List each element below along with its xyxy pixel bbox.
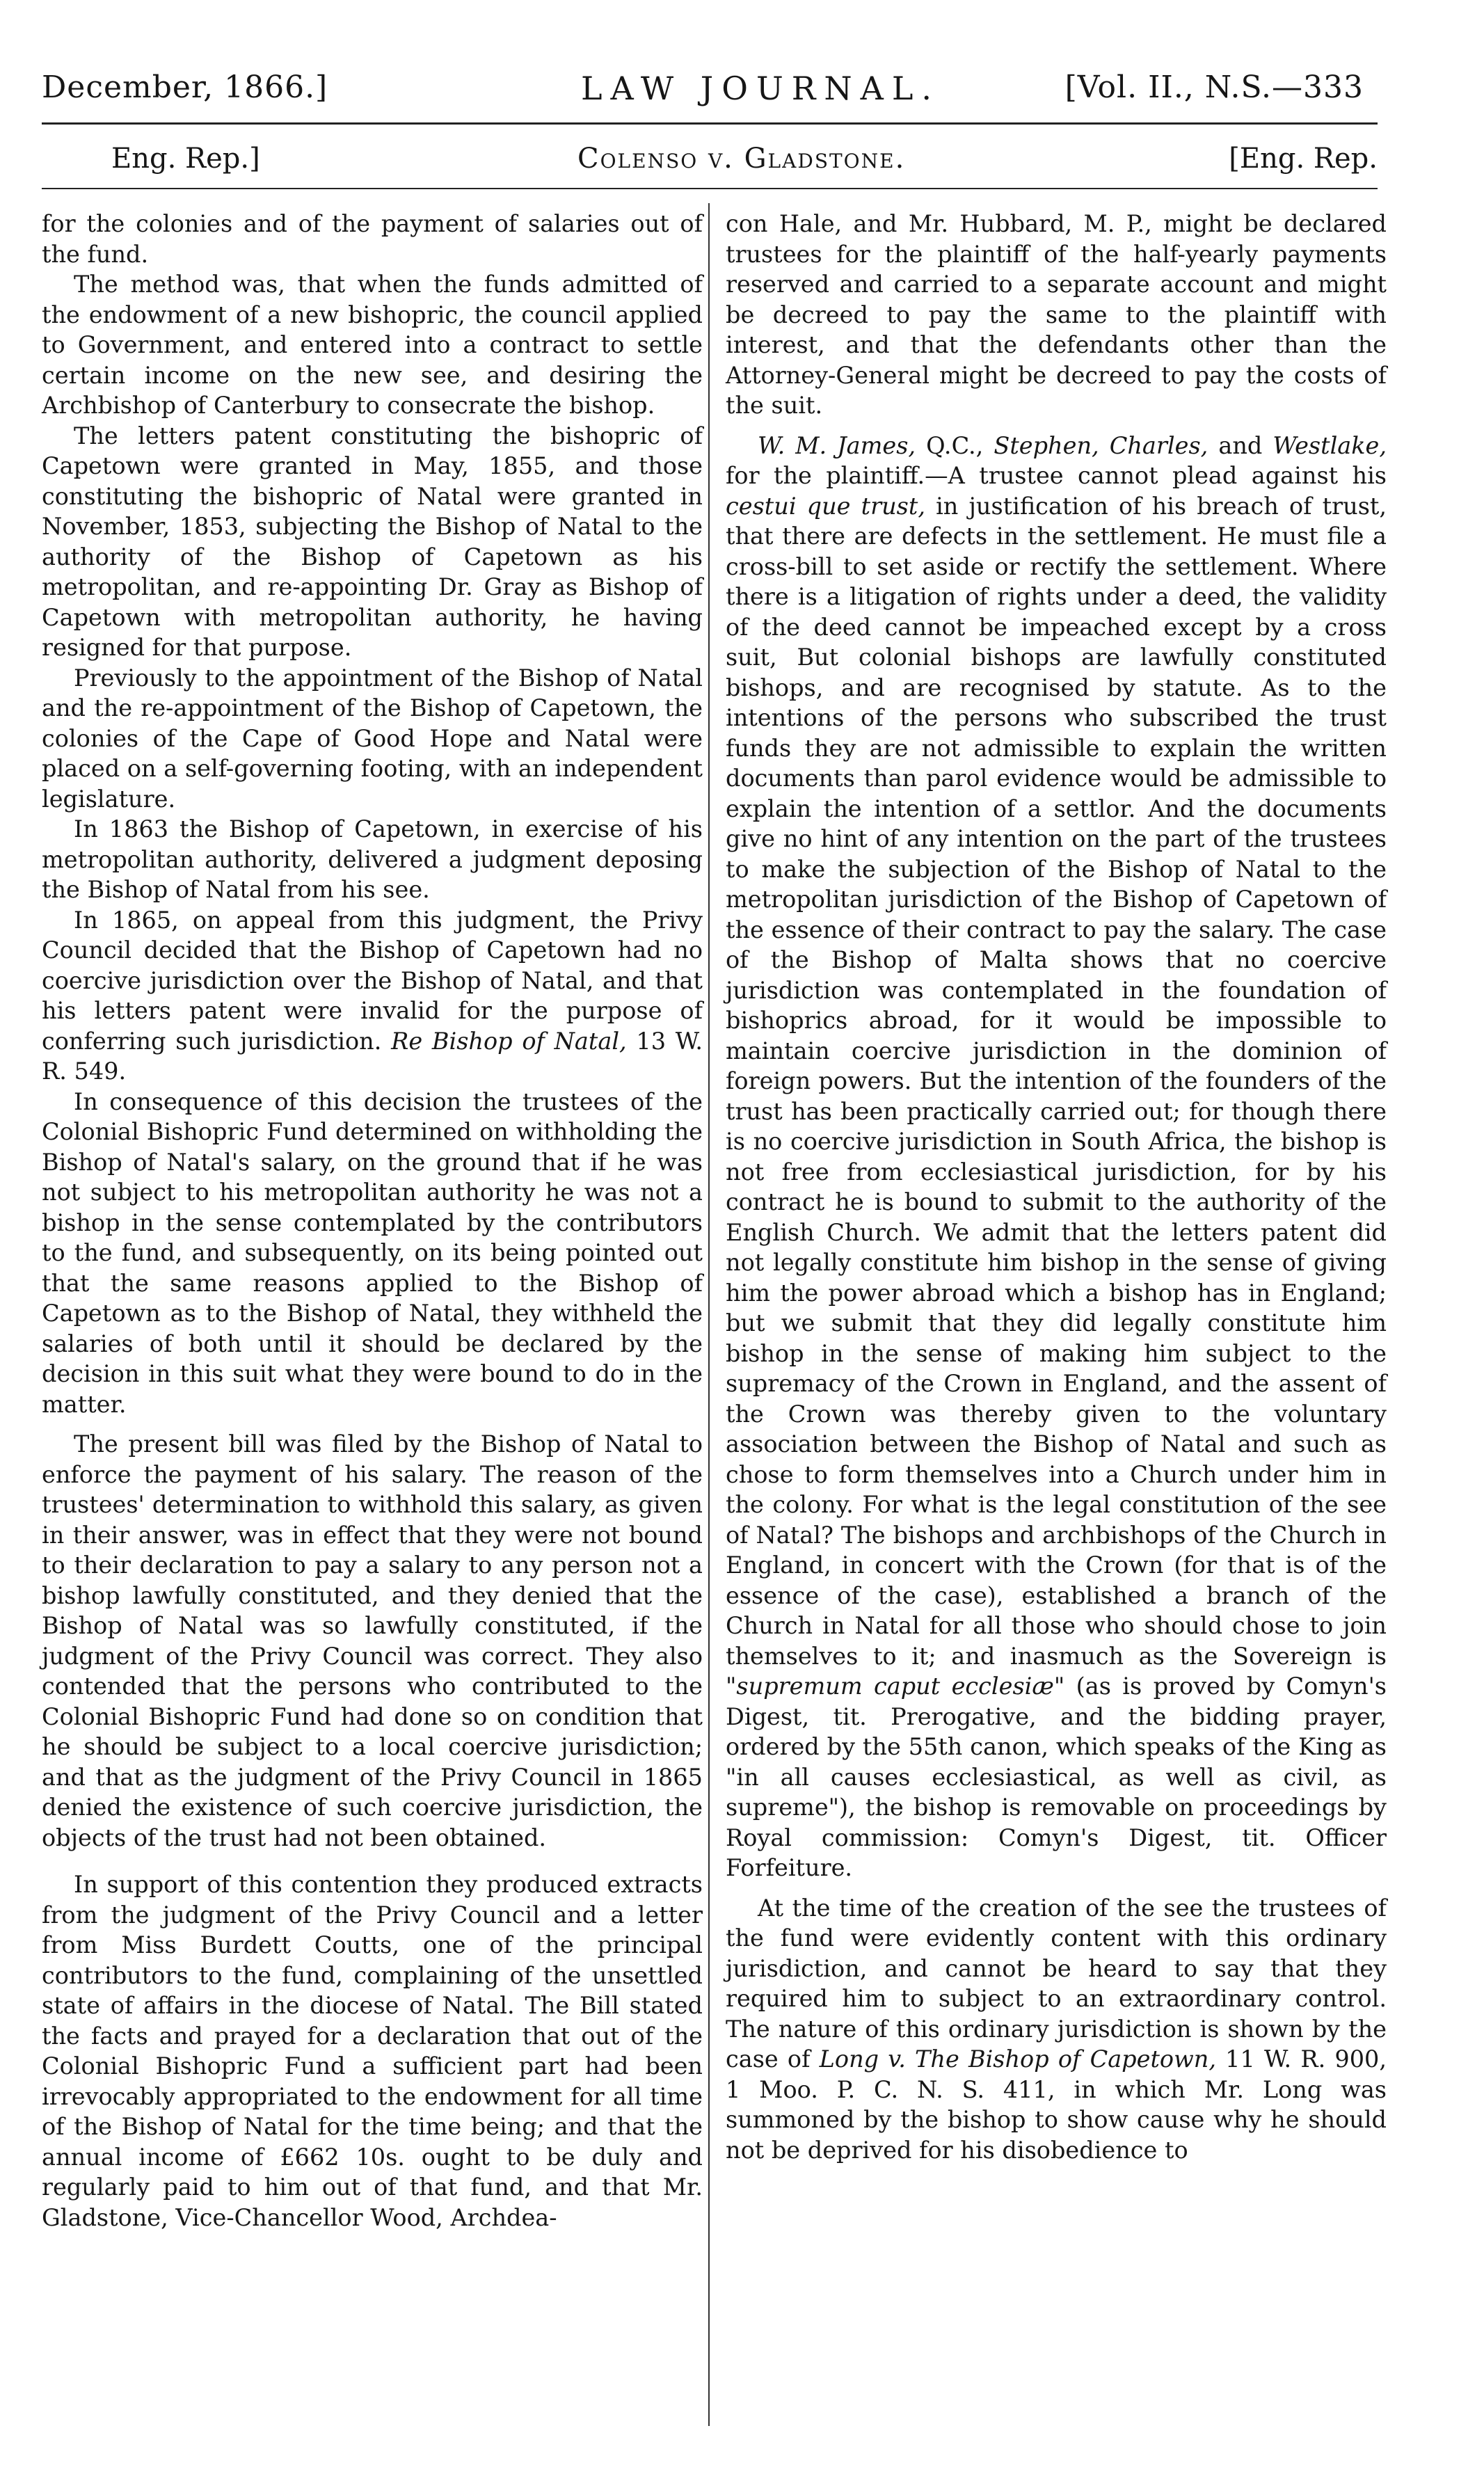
latin-phrase: supremum caput ecclesiæ [736,1673,1054,1700]
paragraph: In consequence of this decision the trustees of the Colonial Bishopric Fund determined on withholding the Bishop of Natal's salary, on the ground that if he was not subject to his metropolitan authority he was not a bishop in the sense contemplated by the contributors to the fund, and subsequently, on its being pointed out that the same reasons applied to the Bishop of Capetown as to the Bishop of Natal, they withheld the salaries of both until it should be declared by the decision in this suit what they were bound to do in the matter. [42,1087,703,1418]
volume-page: [Vol. II., N.S.—333 [1064,70,1364,105]
paragraph: The letters patent constituting the bishopric of Capetown were granted in May, 1855, and those constituting the bishopric of Natal were granted in November, 1853, subjecting the Bishop of Natal to the authority of the Bishop of Capetown as his metropolitan, and re-appointing Dr. Gray as Bishop of Capetown with metropolitan authority, he having resigned for that purpose. [42,422,703,661]
latin-phrase: cestui que trust, [726,492,925,520]
case-citation: Re Bishop of Natal, [391,1027,627,1055]
paragraph: W. M. James, Q.C., Stephen, Charles, and Westlake, for the plaintiff.—A trustee cannot plead against his cestui que trust, in justification of his breach of trust, that there are defects in the settlement. He must file a cross-bill to set aside or rectify the settlement. Where there is a litigation of rights under a deed, the validity of the deed cannot be impeached except by a cross suit, But colonial bishops are lawfully constituted bishops, and are recognised by statute. As to the intentions of the persons who subscribed the trust funds they are not admissible to explain the written documents than parol evidence would be admissible to explain the intention of a settlor. And the documents give no hint of any intention on the part of the trustees to make the subjection of the Bishop of Natal to the metropolitan jurisdiction of the Bishop of Capetown of the essence of their contract to pay the salary. The case of the Bishop of Malta shows that no coercive jurisdiction was contemplated in the foundation of bishoprics abroad, for it would be impossible to maintain coercive jurisdiction in the dominion of foreign powers. But the intention of the founders of the trust has been practically carried out; for though there is no coercive jurisdiction in South Africa, the bishop is not free from ecclesiastical jurisdiction, for by his contract he is bound to submit to the authority of the English Church. We admit that the letters patent did not legally constitute him bishop in the sense of giving him the power abroad which a bishop has in England; but we submit that they did legally constitute him bishop in the sense of making him subject to the supremacy of the Crown in England, and the assent of the Crown was thereby given to the voluntary association between the Bishop of Natal and such as chose to form themselves into a Church under him in the colony. For what is the legal constitution of the see of Natal? The bishops and archbishops of the Church in England, in concert with the Crown (for that is of the essence of the case), established a branch of the Church in Natal for all those who should chose to join themselves to it; and inasmuch as the Sovereign is "supremum caput ecclesiæ" (as is proved by Comyn's Digest, tit. Prerogative, and the bidding prayer, ordered by the 55th canon, which speaks of the King as "in all causes ecclesiastical, as well as civil, as supreme"), the bishop is removable on proceedings by Royal commission: Comyn's Digest, tit. Officer Forfeiture. [726,431,1387,1881]
paragraph: At the time of the creation of the see the trustees of the fund were evidently content with this ordinary jurisdiction, and cannot be heard to say that they required him to subject to an extraordinary control. The nature of this ordinary jurisdiction is shown by the case of Long v. The Bishop of Capetown, 11 W. R. 900, 1 Moo. P. C. N. S. 411, in which Mr. Long was summoned by the bishop to show cause why he should not be deprived for his disobedience to [726,1894,1387,2164]
paragraph: The method was, that when the funds admitted of the endowment of a new bishopric, the council applied to Government, and entered into a contract to settle certain income on the new see, and desiring the Archbishop of Canterbury to consecrate the bishop. [42,271,703,419]
right-column [726,209,1387,2165]
running-head-right: [Eng. Rep. [1229,143,1378,175]
case-citation: Long v. The Bishop of Capetown, [819,2045,1216,2073]
paragraph: The present bill was filed by the Bishop of Natal to enforce the payment of his salary. The reason of the trustees' determination to withhold this salary, as given in their answer, was in effect that they were not bound to their declaration to pay a salary to any person not a bishop lawfully constituted, and they denied that the Bishop of Natal was so lawfully constituted, if the judgment of the Privy Council was correct. They also contended that the persons who contributed to the Colonial Bishopric Fund had done so on condition that he should be subject to a local coercive jurisdiction; and that as the judgment of the Privy Council in 1865 denied the existence of such coercive jurisdiction, the objects of the trust had not been obtained. [42,1430,703,1851]
running-head-left: Eng. Rep.] [111,143,260,175]
counsel-name: Stephen, Charles, [994,431,1208,459]
counsel-name: Westlake, [1272,431,1387,459]
paragraph: for the colonies and of the payment of salaries out of the fund. [42,210,703,268]
header-rule [42,122,1378,125]
column-divider [708,203,710,2426]
page-header [42,70,1364,111]
paragraph: In support of this contention they produced extracts from the judgment of the Privy Council and a letter from Miss Burdett Coutts, one of the principal contributors to the fund, complaining of the unsettled state of affairs in the diocese of Natal. The Bill stated the facts and prayed for a declaration that out of the Colonial Bishopric Fund a sufficient part had been irrevocably appropriated to the endowment for all time of the Bishop of Natal for the time being; and that the annual income of £662 10s. ought to be duly and regularly paid to him out of that fund, and that Mr. Gladstone, Vice-Chancellor Wood, Archdea- [42,1871,703,2231]
paragraph [42,905,703,1087]
paragraph: con Hale, and Mr. Hubbard, M. P., might be declared trustees for the plaintiff of the half-yearly payments reserved and carried to a separate account and might be decreed to pay the same to the plaintiff with interest, and that the defendants other than the Attorney-General might be decreed to pay the costs of the suit. [726,210,1387,419]
report-reference: 13 W. R. 549. [42,1027,703,1085]
paragraph-text: In 1865, on appeal from this judgment, the Privy Council decided that the Bishop of Capetown had no coercive jurisdiction over the Bishop of Natal, and that his letters patent were invalid for the purpose of conferring such jurisdiction. [42,906,703,1055]
case-title: Colenso v. Gladstone. [577,143,906,175]
paragraph: In 1863 the Bishop of Capetown, in exercise of his metropolitan authority, delivered a judgment deposing the Bishop of Natal from his see. [42,815,703,903]
running-head-rule [42,188,1378,189]
paragraph: Previously to the appointment of the Bishop of Natal and the re-appointment of the Bishop of Capetown, the colonies of the Cape of Good Hope and Natal were placed on a self-governing footing, with an independent legislature. [42,664,703,813]
counsel-name: W. M. James, [758,431,916,459]
issue-date: December, 1866.] [42,70,328,105]
journal-title: LAW JOURNAL. [581,70,940,107]
running-head [42,143,1378,184]
left-column [42,209,703,2233]
